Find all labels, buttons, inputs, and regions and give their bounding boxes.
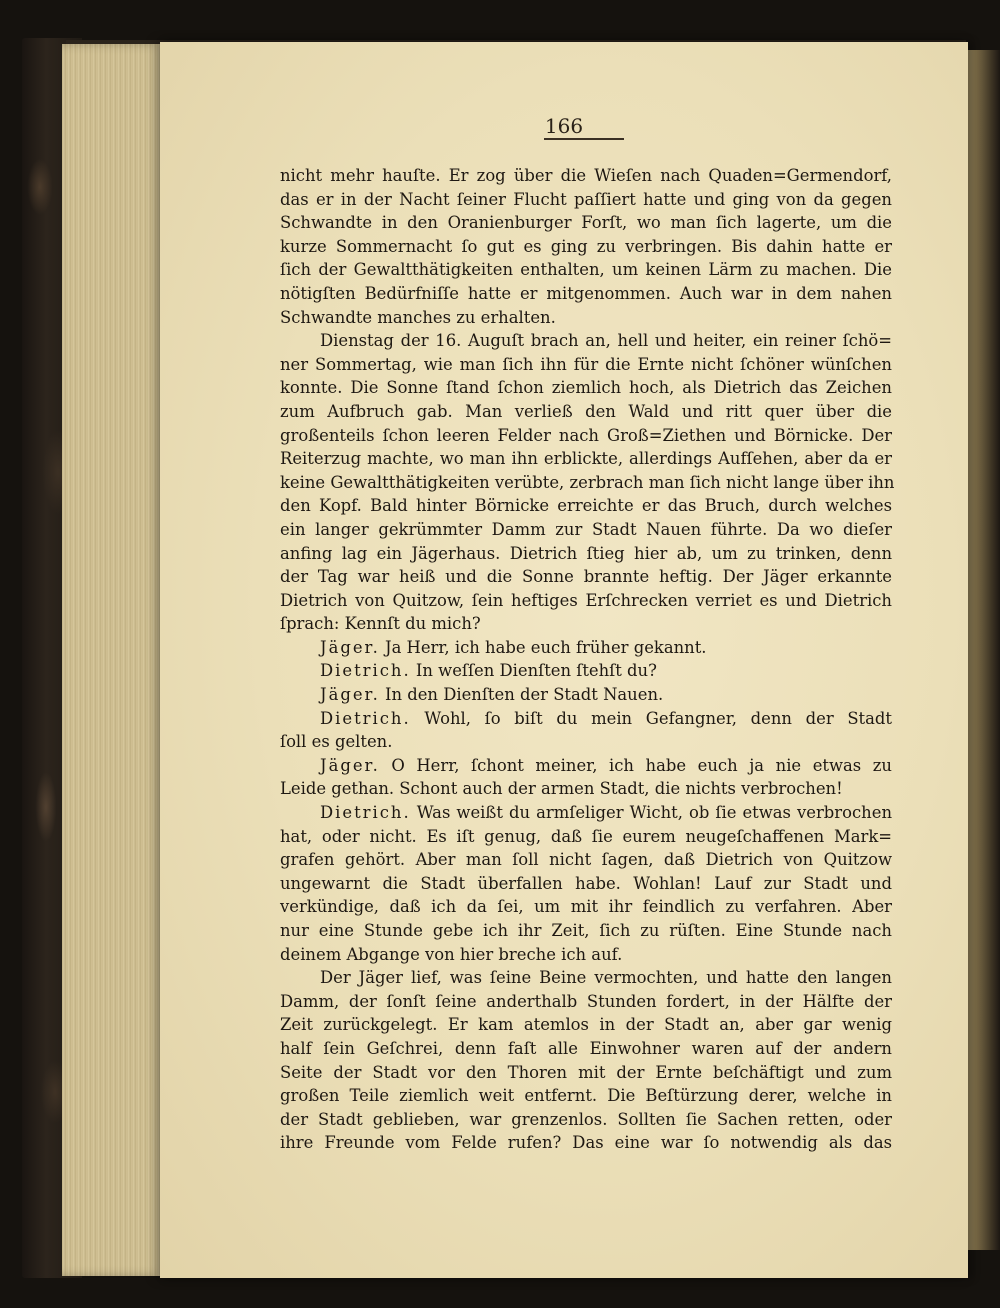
line-text: kurze Sommernacht ſo gut es ging zu verbringen. Bis dahin hatte er <box>280 236 892 256</box>
line-text: nötigſten Bedürfniſſe hatte er mitgenommen. Auch war in dem nahen <box>280 283 892 303</box>
text-line <box>280 895 892 919</box>
book-page <box>160 42 968 1278</box>
line-text: verkündige, daß ich da ſei, um mit ihr feindlich zu verfahren. Aber <box>280 897 892 917</box>
text-line <box>280 943 892 967</box>
text-line <box>280 683 892 707</box>
line-text: In weſſen Dienſten ſtehſt du? <box>415 661 657 681</box>
line-text: Seite der Stadt vor den Thoren mit der Ernte beſchäftigt und zum <box>280 1062 892 1082</box>
text-line <box>280 801 892 825</box>
speaker-label: Dietrich. <box>320 661 411 681</box>
line-text: ſprach: Kennſt du mich? <box>280 614 481 634</box>
line-text: ſich der Gewaltthätigkeiten enthalten, um keinen Lärm zu machen. Die <box>280 260 892 280</box>
line-text: nur eine Stunde gebe ich ihr Zeit, ſich zu rüſten. Eine Stunde nach <box>280 921 892 940</box>
line-text: ihre Freunde vom Felde rufen? Das eine war ſo notwendig als das <box>280 1133 892 1153</box>
text-line <box>280 235 892 259</box>
line-text: Schwandte in den Oranienburger Forſt, wo man ſich lagerte, um die <box>280 213 892 233</box>
text-line <box>280 353 892 377</box>
line-text: deinem Abgange von hier breche ich auf. <box>280 944 623 964</box>
text-line <box>280 707 892 731</box>
text-line <box>280 258 892 282</box>
text-line <box>280 400 892 424</box>
line-text: Was weißt du armſeliger Wicht, ob ſie etwas verbrochen <box>416 803 892 823</box>
text-line <box>280 990 892 1014</box>
text-line <box>280 494 892 518</box>
line-text: hat, oder nicht. Es iſt genug, daß ſie eurem neugeſchaffenen Mark= <box>280 826 892 846</box>
line-text: Reiterzug machte, wo man ihn erblickte, allerdings Aufſehen, aber da er <box>280 449 892 469</box>
text-line <box>280 777 892 801</box>
speaker-label: Dietrich. <box>320 803 411 823</box>
line-text: ſoll es gelten. <box>280 732 393 752</box>
line-text: zum Aufbruch gab. Man verließ den Wald und ritt quer über die <box>280 401 892 421</box>
text-line <box>280 659 892 683</box>
text-line <box>280 919 892 943</box>
line-text: ungewarnt die Stadt überfallen habe. Wohlan! Lauf zur Stadt und <box>280 873 892 893</box>
line-text: konnte. Die Sonne ſtand ſchon ziemlich hoch, als Dietrich das Zeichen <box>280 378 892 398</box>
text-line <box>280 565 892 589</box>
speaker-label: Jäger. <box>320 685 380 705</box>
text-line <box>280 376 892 400</box>
line-text: nicht mehr hauſte. Er zog über die Wieſen nach Quaden=Germendorf, <box>280 166 892 185</box>
text-line <box>280 282 892 306</box>
text-line <box>280 447 892 471</box>
text-line <box>280 1131 892 1155</box>
text-line <box>280 542 892 566</box>
text-line <box>280 730 892 754</box>
line-text: Dietrich von Quitzow, ſein heftiges Erſchrecken verriet es und Dietrich <box>280 590 892 610</box>
line-text: ner Sommertag, wie man ſich ihn für die Ernte nicht ſchöner wünſchen <box>280 354 892 374</box>
page-stack-edge <box>62 44 172 1276</box>
text-line <box>280 164 892 188</box>
line-text: der Stadt geblieben, war grenzenlos. Sollten ſie Sachen retten, oder <box>280 1109 892 1129</box>
text-line <box>280 1013 892 1037</box>
speaker-label: Dietrich. <box>320 708 411 728</box>
text-line <box>280 329 892 353</box>
line-text: anfing lag ein Jägerhaus. Dietrich ſtieg hier ab, um zu trinken, denn <box>280 543 892 563</box>
text-line <box>280 1108 892 1132</box>
line-text: In den Dienſten der Stadt Nauen. <box>385 685 664 705</box>
page-number: 166 <box>544 114 584 138</box>
line-text: Dienstag der 16. Auguſt brach an, hell und heiter, ein reiner ſchö= <box>320 331 892 351</box>
line-text: Der Jäger lief, was ſeine Beine vermochten, und hatte den langen <box>320 968 892 988</box>
text-line <box>280 211 892 235</box>
text-line <box>280 471 895 495</box>
line-text: grafen gehört. Aber man ſoll nicht ſagen, daß Dietrich von Quitzow <box>280 850 892 870</box>
text-line <box>280 612 892 636</box>
header-rule <box>544 138 624 140</box>
text-line <box>280 306 892 330</box>
line-text: großen Teile ziemlich weit entfernt. Die Beſtürzung derer, welche in <box>280 1086 892 1106</box>
text-line <box>280 518 892 542</box>
line-text: Wohl, ſo biſt du mein Gefangner, denn der Stadt <box>424 708 892 728</box>
line-text: Schwandte manches zu erhalten. <box>280 307 556 327</box>
speaker-label: Jäger. <box>320 637 380 657</box>
line-text: das er in der Nacht ſeiner Flucht paſſiert hatte und ging von da gegen <box>280 189 892 209</box>
line-text: Zeit zurückgelegt. Er kam atemlos in der Stadt an, aber gar wenig <box>280 1015 892 1035</box>
line-text: half ſein Geſchrei, denn faſt alle Einwohner waren auf der andern <box>280 1038 892 1058</box>
text-line <box>280 966 892 990</box>
text-line <box>280 188 892 212</box>
text-line <box>280 848 892 872</box>
text-line <box>280 1061 892 1085</box>
text-line <box>280 589 892 613</box>
line-text: keine Gewaltthätigkeiten verübte, zerbrach man ſich nicht lange über ihn <box>280 472 895 492</box>
text-line <box>280 1084 892 1108</box>
line-text: Leide gethan. Schont auch der armen Stadt, die nichts verbrochen! <box>280 779 843 799</box>
text-line <box>280 754 892 778</box>
text-line <box>280 825 892 849</box>
line-text: Damm, der ſonſt ſeine anderthalb Stunden fordert, in der Hälfte der <box>280 991 892 1011</box>
line-text: O Herr, ſchont meiner, ich habe euch ja nie etwas zu <box>391 755 892 775</box>
line-text: der Tag war heiß und die Sonne brannte heftig. Der Jäger erkannte <box>280 567 892 587</box>
text-line <box>280 424 892 448</box>
speaker-label: Jäger. <box>320 755 380 775</box>
line-text: ein langer gekrümmter Damm zur Stadt Nauen führte. Da wo dieſer <box>280 519 892 539</box>
line-text: den Kopf. Bald hinter Börnicke erreichte er das Bruch, durch welches <box>280 496 892 516</box>
text-line <box>280 1037 892 1061</box>
text-line <box>280 872 892 896</box>
body-text <box>280 164 895 1155</box>
text-line <box>280 636 892 660</box>
line-text: Ja Herr, ich habe euch früher gekannt. <box>385 637 707 657</box>
line-text: großenteils ſchon leeren Felder nach Groß=Ziethen und Börnicke. Der <box>280 425 892 445</box>
